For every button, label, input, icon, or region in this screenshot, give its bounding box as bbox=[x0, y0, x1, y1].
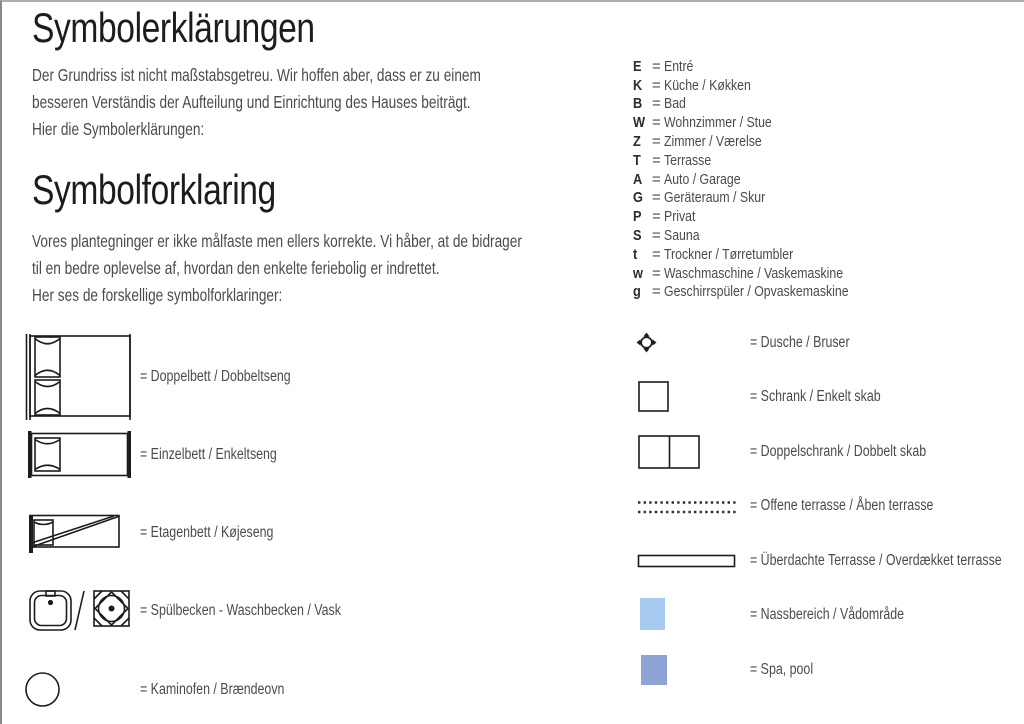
wet-area-swatch bbox=[640, 598, 665, 630]
abbreviation-row bbox=[633, 170, 889, 189]
abbreviation-letter: W bbox=[633, 114, 646, 132]
intro-da-line: Vores plantegninger er ikke målfaste men ellers korrekte. Vi håber, at de bidrager bbox=[32, 231, 522, 251]
abbreviation-label: Privat bbox=[664, 208, 696, 226]
bunk-bed-icon bbox=[29, 514, 121, 554]
symbol-label: = Offene terrasse / Åben terrasse bbox=[750, 497, 934, 514]
abbreviation-letter: w bbox=[633, 264, 643, 282]
equals-sign: = bbox=[652, 245, 661, 263]
symbol-label: = Dusche / Bruser bbox=[750, 334, 850, 351]
abbreviation-row bbox=[633, 207, 889, 226]
symbol-label: = Etagenbett / Køjeseng bbox=[140, 524, 274, 541]
symbol-label: = Spa, pool bbox=[750, 661, 814, 678]
symbol-label: = Nassbereich / Vådområde bbox=[750, 606, 905, 623]
equals-sign: = bbox=[652, 208, 661, 226]
page-title-da: Symbolforklaring bbox=[32, 166, 276, 213]
single-wardrobe-icon bbox=[638, 381, 670, 413]
abbreviation-row bbox=[633, 151, 889, 170]
abbreviation-letter: K bbox=[633, 76, 643, 94]
sink-washbasin-icon bbox=[29, 588, 130, 633]
page-title-de: Symbolerklärungen bbox=[32, 4, 315, 51]
symbol-label: = Spülbecken - Waschbecken / Vask bbox=[140, 602, 341, 619]
abbreviation-label: Zimmer / Værelse bbox=[664, 133, 762, 151]
abbreviation-letter: P bbox=[633, 208, 642, 226]
abbreviation-label: Geräteraum / Skur bbox=[664, 189, 766, 207]
abbreviation-letter: A bbox=[633, 170, 643, 188]
symbol-label: = Schrank / Enkelt skab bbox=[750, 388, 881, 405]
double-bed-icon bbox=[25, 334, 133, 420]
double-wardrobe-icon bbox=[638, 435, 701, 470]
abbreviation-letter: T bbox=[633, 151, 641, 169]
abbreviation-label: Waschmaschine / Vaskemaskine bbox=[664, 264, 844, 282]
symbol-label: = Überdachte Terrasse / Overdækket terrasse bbox=[750, 552, 1002, 569]
intro-paragraph-da bbox=[32, 228, 660, 309]
wood-stove-icon bbox=[24, 671, 62, 709]
abbreviation-row bbox=[633, 283, 889, 302]
abbreviation-row bbox=[633, 245, 889, 264]
intro-da-line: til en bedre oplevelse af, hvordan den enkelte feriebolig er indrettet. bbox=[32, 258, 440, 278]
equals-sign: = bbox=[652, 170, 661, 188]
abbreviation-label: Terrasse bbox=[664, 151, 712, 169]
abbreviation-letter: B bbox=[633, 95, 643, 113]
abbreviation-letter: E bbox=[633, 57, 642, 75]
abbreviation-label: Wohnzimmer / Stue bbox=[664, 114, 772, 132]
abbreviation-row bbox=[633, 76, 889, 95]
abbreviation-row bbox=[633, 226, 889, 245]
abbreviation-label: Trockner / Tørretumbler bbox=[664, 245, 794, 263]
spa-pool-swatch bbox=[641, 655, 667, 685]
abbreviation-label: Bad bbox=[664, 95, 686, 113]
intro-da-line: Her ses de forskellige symbolforklaringer: bbox=[32, 285, 283, 305]
equals-sign: = bbox=[652, 133, 661, 151]
abbreviation-letter: t bbox=[633, 245, 638, 263]
equals-sign: = bbox=[652, 283, 661, 301]
covered-terrace-icon bbox=[637, 554, 737, 569]
equals-sign: = bbox=[652, 151, 661, 169]
abbreviation-row bbox=[633, 95, 889, 114]
abbreviation-list bbox=[633, 57, 889, 301]
abbreviation-label: Auto / Garage bbox=[664, 170, 741, 188]
equals-sign: = bbox=[652, 189, 661, 207]
equals-sign: = bbox=[652, 264, 661, 282]
intro-paragraph-de bbox=[32, 62, 607, 143]
intro-de-line: besseren Verständis der Aufteilung und Einrichtung des Hauses beiträgt. bbox=[32, 92, 471, 112]
abbreviation-row bbox=[633, 132, 889, 151]
abbreviation-label: Geschirrspüler / Opvaskemaskine bbox=[664, 283, 849, 301]
symbol-label: = Doppelschrank / Dobbelt skab bbox=[750, 443, 927, 460]
intro-de-line: Der Grundriss ist nicht maßstabsgetreu. Wir hoffen aber, dass er zu einem bbox=[32, 65, 481, 85]
abbreviation-row bbox=[633, 113, 889, 132]
symbol-label: = Einzelbett / Enkeltseng bbox=[140, 446, 277, 463]
equals-sign: = bbox=[652, 114, 661, 132]
abbreviation-label: Sauna bbox=[664, 227, 700, 245]
equals-sign: = bbox=[652, 95, 661, 113]
intro-de-line: Hier die Symbolerklärungen: bbox=[32, 119, 205, 139]
symbol-label: = Kaminofen / Brændeovn bbox=[140, 681, 285, 698]
open-terrace-icon bbox=[636, 498, 739, 516]
abbreviation-letter: g bbox=[633, 283, 641, 301]
abbreviation-letter: Z bbox=[633, 133, 641, 151]
single-bed-icon bbox=[28, 431, 131, 479]
abbreviation-row bbox=[633, 57, 889, 76]
abbreviation-row bbox=[633, 189, 889, 208]
abbreviation-label: Entré bbox=[664, 57, 694, 75]
abbreviation-row bbox=[633, 264, 889, 283]
abbreviation-letter: G bbox=[633, 189, 643, 207]
abbreviation-label: Küche / Køkken bbox=[664, 76, 751, 94]
symbol-label: = Doppelbett / Dobbeltseng bbox=[140, 368, 291, 385]
equals-sign: = bbox=[652, 57, 661, 75]
equals-sign: = bbox=[652, 227, 661, 245]
shower-icon bbox=[636, 332, 657, 353]
equals-sign: = bbox=[652, 76, 661, 94]
abbreviation-letter: S bbox=[633, 227, 642, 245]
